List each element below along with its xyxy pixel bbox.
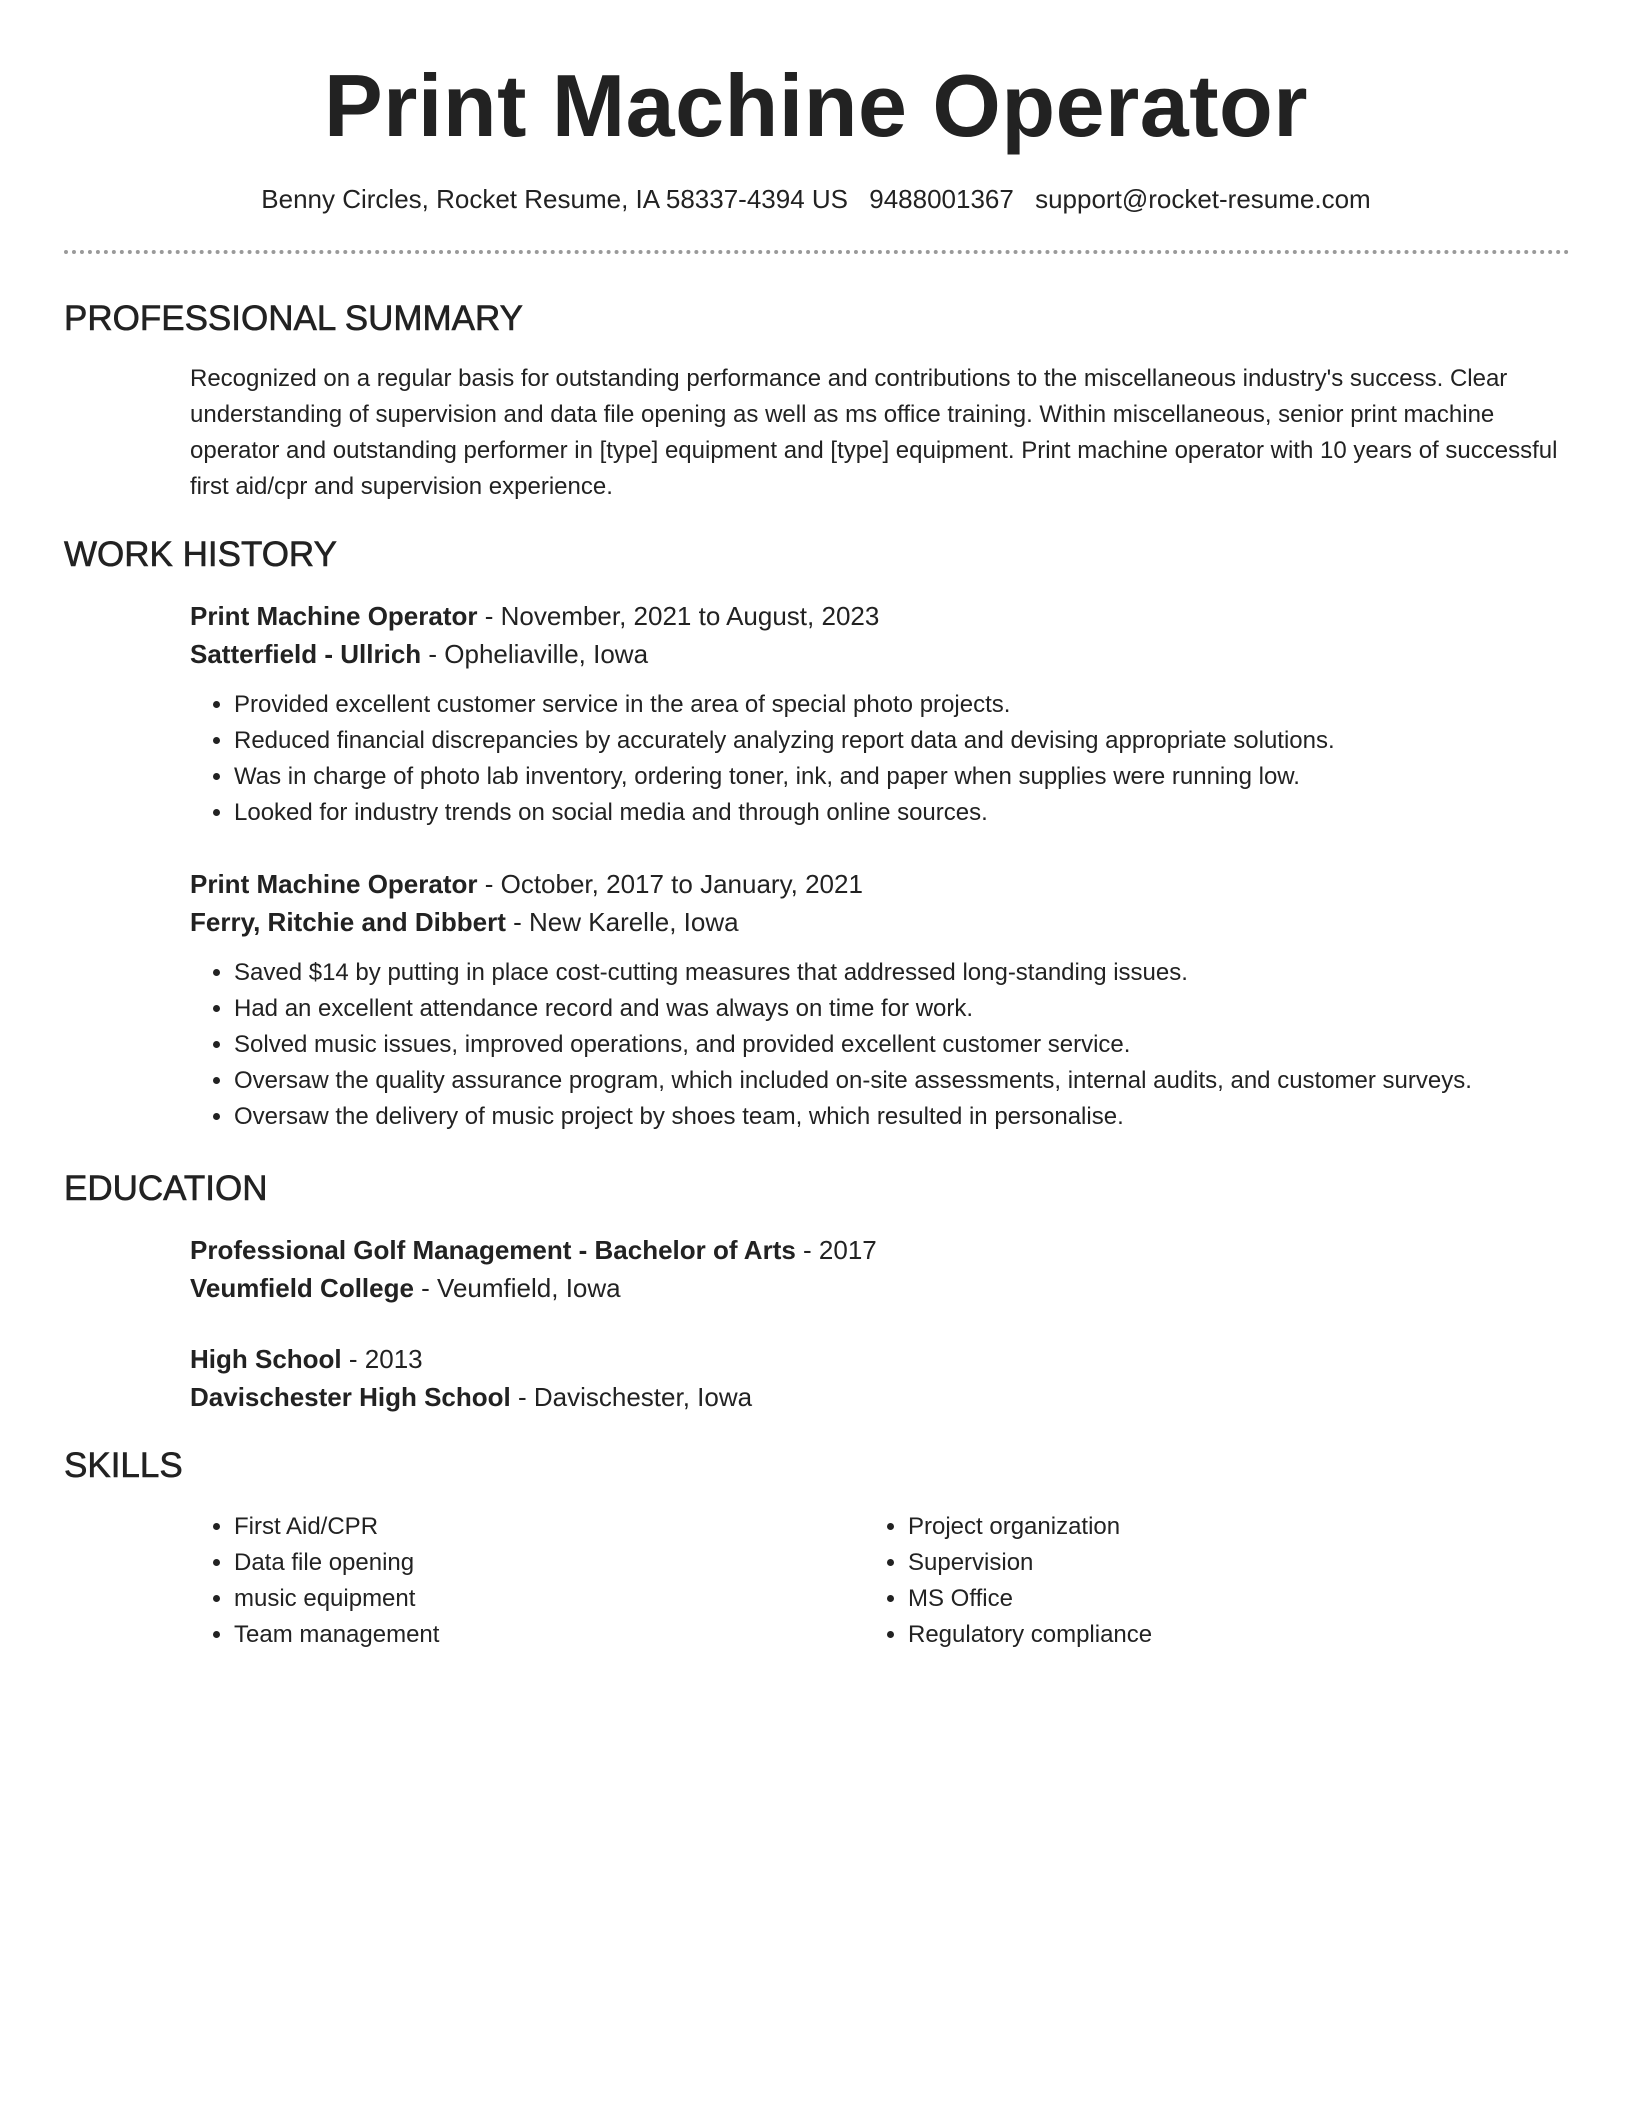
education-entry-2: [190, 1340, 1570, 1416]
header-divider: [64, 250, 1570, 254]
contact-phone: 9488001367: [869, 184, 1014, 214]
job-dates: - November, 2021 to August, 2023: [477, 601, 880, 631]
skills-left-column: [190, 1509, 790, 1653]
job-company-line: [190, 635, 1570, 673]
job-duty: • Oversaw the quality assurance program, which included on-site assessments, internal audits, and customer surveys.: [234, 1063, 1570, 1099]
skill-item: • First Aid/CPR: [234, 1509, 790, 1545]
skill-item: • Data file opening: [234, 1545, 790, 1581]
education-school: Davischester High School: [190, 1382, 511, 1412]
education-entry-1: [190, 1231, 1570, 1307]
summary-heading: PROFESSIONAL SUMMARY: [64, 299, 523, 338]
education-heading: EDUCATION: [64, 1169, 268, 1208]
job-duty: • Provided excellent customer service in the area of special photo projects.: [234, 687, 1570, 723]
skills-list: [190, 1509, 790, 1653]
job-duty: • Was in charge of photo lab inventory, ordering toner, ink, and paper when supplies were running low.: [234, 759, 1570, 795]
skills-list: [864, 1509, 1464, 1653]
job-location: - New Karelle, Iowa: [505, 907, 739, 937]
education-year: - 2013: [341, 1344, 423, 1374]
job-duty: • Solved music issues, improved operations, and provided excellent customer service.: [234, 1027, 1570, 1063]
skills-heading: SKILLS: [64, 1446, 183, 1485]
candidate-name: Print Machine Operator: [323, 56, 1309, 155]
skill-item: • MS Office: [908, 1581, 1464, 1617]
summary-text: Recognized on a regular basis for outstanding performance and contributions to the miscellaneous industry's success. Clear understanding of supervision and data file opening as well as ms office training. Within miscellaneous, senior print machine operator and outstanding performer in [type] equipment and [type] equipment. Print machine operator with 10 years of successful first aid/cpr and supervision experience.: [190, 365, 1558, 500]
contact-email: support@rocket-resume.com: [1035, 184, 1371, 214]
education-degree-line: [190, 1340, 1570, 1378]
skill-item: • Supervision: [908, 1545, 1464, 1581]
skills-right-column: [864, 1509, 1464, 1653]
education-school-line: [190, 1378, 1570, 1416]
job-title-line: [190, 865, 1570, 903]
job-company-line: [190, 903, 1570, 941]
job-duty: • Saved $14 by putting in place cost-cutting measures that addressed long-standing issues.: [234, 955, 1570, 991]
education-school-line: [190, 1269, 1570, 1307]
skill-item: • Team management: [234, 1617, 790, 1653]
job-entry-1: [190, 597, 1570, 831]
work-history-heading: WORK HISTORY: [64, 535, 337, 574]
job-duties-list: [190, 687, 1570, 831]
skill-item: • Project organization: [908, 1509, 1464, 1545]
education-degree: Professional Golf Management - Bachelor of Arts: [190, 1235, 796, 1265]
contact-line: [0, 181, 1632, 217]
job-duties-list: [190, 955, 1570, 1135]
contact-address: Benny Circles, Rocket Resume, IA 58337-4394 US: [261, 184, 849, 214]
education-degree-line: [190, 1231, 1570, 1269]
job-company: Satterfield - Ullrich: [190, 639, 422, 669]
job-role: Print Machine Operator: [190, 601, 478, 631]
job-dates: - October, 2017 to January, 2021: [477, 869, 863, 899]
skill-item: • music equipment: [234, 1581, 790, 1617]
job-duty: • Had an excellent attendance record and was always on time for work.: [234, 991, 1570, 1027]
education-location: - Davischester, Iowa: [510, 1382, 753, 1412]
job-duty: • Oversaw the delivery of music project by shoes team, which resulted in personalise.: [234, 1099, 1570, 1135]
job-entry-2: [190, 865, 1570, 1135]
job-title-line: [190, 597, 1570, 635]
education-location: - Veumfield, Iowa: [413, 1273, 621, 1303]
job-duty: • Reduced financial discrepancies by accurately analyzing report data and devising appropriate solutions.: [234, 723, 1570, 759]
education-degree: High School: [190, 1344, 342, 1374]
education-school: Veumfield College: [190, 1273, 414, 1303]
skill-item: • Regulatory compliance: [908, 1617, 1464, 1653]
job-duty: • Looked for industry trends on social media and through online sources.: [234, 795, 1570, 831]
education-year: - 2017: [795, 1235, 877, 1265]
job-role: Print Machine Operator: [190, 869, 478, 899]
job-company: Ferry, Ritchie and Dibbert: [190, 907, 506, 937]
job-location: - Opheliaville, Iowa: [421, 639, 649, 669]
